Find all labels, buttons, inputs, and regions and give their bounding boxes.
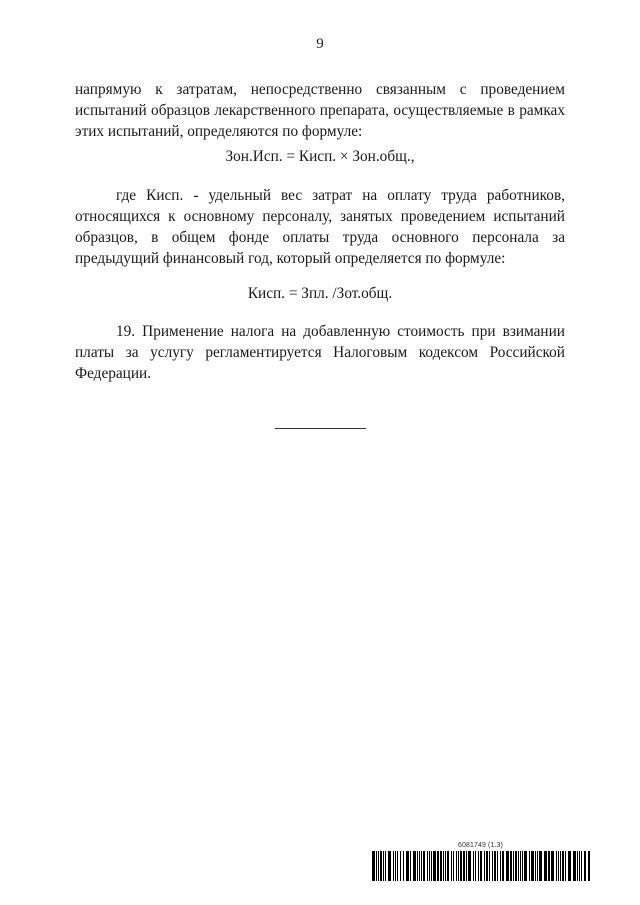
barcode-bar [413, 851, 416, 881]
barcode-bar [388, 851, 391, 881]
barcode-bar [447, 851, 449, 881]
barcode-bar [522, 851, 523, 881]
barcode-bar [440, 851, 442, 881]
barcode-bar [385, 851, 386, 881]
barcode-bar [475, 851, 476, 881]
barcode-bar [460, 851, 462, 881]
barcode-bar [579, 851, 580, 881]
barcode-bar [489, 851, 490, 881]
page-number: 9 [316, 36, 324, 52]
barcode-bar [406, 851, 409, 881]
barcode-bar [463, 851, 465, 881]
barcode-bar [429, 851, 430, 881]
barcode-bar [376, 851, 377, 881]
barcode-bar [584, 851, 586, 881]
barcode-bar [520, 851, 521, 881]
barcode-bar [443, 851, 444, 881]
barcode-bar [437, 851, 439, 881]
barcode-bar [468, 851, 471, 881]
barcode-bar [588, 851, 590, 881]
barcode-bar [423, 851, 425, 881]
barcode-bar [568, 851, 571, 881]
paragraph-coefficient-definition: где Кисп. - удельный вес затрат на оплату труда работников, относящихся к основному персоналу, занятых проведением испытаний образцов, в общем фонде оплаты труда основного персонала за предыдущий финансовый год, который определяется по формуле: [75, 187, 565, 267]
barcode-bar [492, 851, 493, 881]
barcode-bar [510, 851, 512, 881]
barcode-bar [531, 851, 534, 881]
barcode-bar [515, 851, 517, 881]
barcode-bar [577, 851, 578, 881]
barcode-bar [513, 851, 514, 881]
formula-coefficient: Кисп. = Зпл. /Зот.общ. [247, 285, 393, 302]
barcode-bar [427, 851, 428, 881]
barcode-bar [535, 851, 536, 881]
barcode-bar [558, 851, 559, 881]
barcode-bar [502, 851, 504, 881]
barcode-bar [573, 851, 576, 881]
barcode-bar [451, 851, 452, 881]
barcode-bar [397, 851, 398, 881]
barcode-bar [551, 851, 554, 881]
paragraph-vat-clause: 19. Применение налога на добавленную стоимость при взимании платы за услугу регламентируется Налоговым кодексом Российской Федерации. [75, 323, 565, 382]
barcode-bar [433, 851, 436, 881]
barcode-bar [410, 851, 411, 881]
barcode-bar [544, 851, 547, 881]
barcode-bar [518, 851, 519, 881]
barcode-bar [506, 851, 509, 881]
barcode-bar [417, 851, 418, 881]
barcode-bar [383, 851, 384, 881]
barcode-bar [480, 851, 482, 881]
barcode-bar [378, 851, 379, 881]
barcode-bar [500, 851, 501, 881]
barcode-bar [380, 851, 382, 881]
end-of-text-rule [275, 428, 366, 429]
barcode-bar [497, 851, 498, 881]
barcode-bar [473, 851, 474, 881]
barcode-bar [431, 851, 432, 881]
barcode-bar [524, 851, 527, 881]
barcode-label: 6081749 (1.3) [458, 842, 503, 849]
barcode-bar [458, 851, 459, 881]
barcode-bar [486, 851, 488, 881]
barcode-bar [466, 851, 467, 881]
barcode-bar [539, 851, 542, 881]
barcode-bar [393, 851, 394, 881]
barcode-bar [565, 851, 566, 881]
barcode [372, 851, 592, 881]
barcode-bar [484, 851, 485, 881]
barcode-bar [419, 851, 420, 881]
paragraph-continuation: напрямую к затратам, непосредственно связанным с проведением испытаний образцов лекарственного препарата, осуществляемые в рамках этих испытаний, определяются по формуле: [75, 81, 565, 140]
barcode-bar [372, 851, 375, 881]
formula-cost-share: Зон.Исп. = Кисп. × Зон.общ., [225, 148, 415, 165]
barcode-bar [548, 851, 550, 881]
barcode-bar [537, 851, 538, 881]
barcode-bar [456, 851, 457, 881]
barcode-bar [400, 851, 401, 881]
barcode-bar [395, 851, 396, 881]
barcode-bar [556, 851, 557, 881]
barcode-bar [445, 851, 446, 881]
barcode-bar [403, 851, 404, 881]
barcode-bar [478, 851, 479, 881]
barcode-bar [421, 851, 422, 881]
barcode-bar [529, 851, 530, 881]
barcode-bar [581, 851, 582, 881]
barcode-bar [560, 851, 561, 881]
barcode-bar [453, 851, 454, 881]
barcode-bar [494, 851, 496, 881]
barcode-bar [562, 851, 564, 881]
